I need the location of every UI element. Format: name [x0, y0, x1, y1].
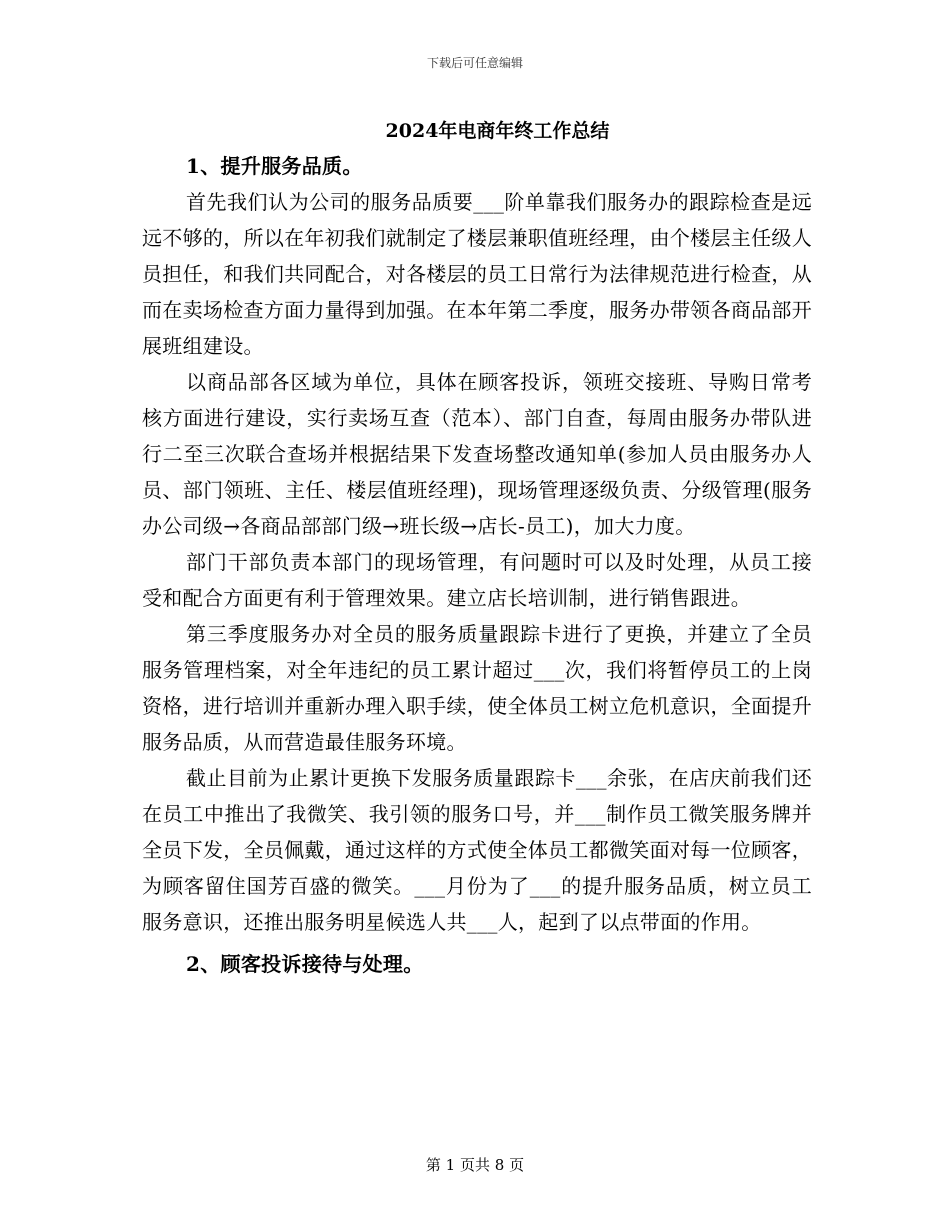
page-footer: 第 1 页共 8 页 [425, 1156, 525, 1174]
section-1-paragraph-4: 第三季度服务办对全员的服务质量跟踪卡进行了更换，并建立了全员服务管理档案，对全年违纪的员工累计超过___次，我们将暂停员工的上岗资格，进行培训并重新办理入职手续，使全体员工树立危机意识，全面提升服务品质，从而营造最佳服务环境。 [142, 622, 812, 754]
section-1-paragraph-3: 部门干部负责本部门的现场管理，有问题时可以及时处理，从员工接受和配合方面更有利于管理效果。建立店长培训制，进行销售跟进。 [142, 550, 812, 610]
header-note: 下载后可任意编辑 [426, 56, 523, 70]
section-1-paragraph-1: 首先我们认为公司的服务品质要___阶单靠我们服务办的跟踪检查是远远不够的，所以在年初我们就制定了楼层兼职值班经理，由个楼层主任级人员担任，和我们共同配合，对各楼层的员工日常行为法律规范进行检查，从而在卖场检查方面力量得到加强。在本年第二季度，服务办带领各商品部开展班组建设。 [142, 190, 812, 358]
document-body [142, 148, 812, 982]
section-1-paragraph-5: 截止目前为止累计更换下发服务质量跟踪卡___余张，在店庆前我们还在员工中推出了我微笑、我引领的服务口号，并___制作员工微笑服务牌并全员下发，全员佩戴，通过这样的方式使全体员工都微笑面对每一位顾客，为顾客留住国芳百盛的微笑。___月份为了___的提升服务品质，树立员工服务意识，还推出服务明星候选人共___人，起到了以点带面的作用。 [142, 766, 812, 934]
document-title: 2024年电商年终工作总结 [385, 120, 610, 142]
section-2-heading: 2、顾客投诉接待与处理。 [186, 952, 424, 976]
section-1-heading: 1、提升服务品质。 [186, 154, 363, 178]
section-1-paragraph-2: 以商品部各区域为单位，具体在顾客投诉，领班交接班、导购日常考核方面进行建设，实行卖场互查（范本）、部门自查，每周由服务办带队进行二至三次联合查场并根据结果下发查场整改通知单(参加人员由服务办人员、部门领班、主任、楼层值班经理)，现场管理逐级负责、分级管理(服务办公司级→各商品部部门级→班长级→店长-员工)，加大力度。 [142, 370, 812, 538]
